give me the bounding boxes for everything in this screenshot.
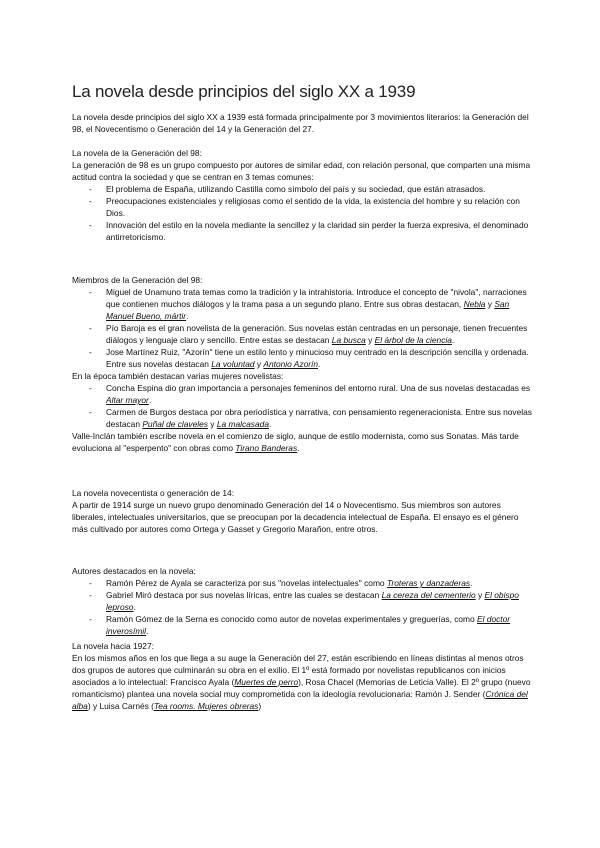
list-item: - Pío Baroja es el gran novelista de la generación. Sus novelas están centradas en un personaje, tienen frecuentes diálogos y lenguaje claro y sencillo. Entre estas se destacan La busca y El árbol de la ciencia.	[72, 322, 534, 346]
work-link[interactable]: Tirano Banderas	[235, 443, 298, 453]
list-item: - Ramón Gómez de la Serna es conocido como autor de novelas experimentales y greguerías, como El doctor inverosímil.	[72, 613, 534, 637]
list-item: - Ramón Pérez de Ayala se caracteriza por sus "novelas intelectuales" como Troteras y danzaderas.	[72, 577, 534, 589]
section-heading: La novela novecentista o generación de 14:	[72, 488, 235, 498]
work-link[interactable]: La busca	[331, 335, 366, 345]
list-item: - Miguel de Unamuno trata temas como la tradición y la intrahistoria. Introduce el concepto de "nivola", narraciones que contienen muchos diálogos y la trama pasa a un segundo plano. Entre sus obras destacan, Nebla y San Manuel Bueno, mártir.	[72, 286, 534, 322]
work-link[interactable]: Troteras y danzaderas	[386, 578, 471, 588]
intro-paragraph: La novela desde principios del siglo XX a 1939 está formada principalmente por 3 movimientos literarios: la Generación del 98, el Novecentismo o Generación del 14 y la Generación del 27.	[72, 112, 529, 134]
work-link[interactable]: El doctor inverosímil	[106, 614, 511, 636]
section-authors	[72, 565, 534, 637]
page-title: La novela desde principios del siglo XX a 1939	[72, 82, 416, 101]
work-link[interactable]: La cereza del cementerio	[381, 590, 476, 600]
work-link[interactable]: El árbol de la ciencia	[374, 335, 452, 345]
section-gen27	[72, 640, 534, 712]
work-link[interactable]: La malcasada	[216, 419, 269, 429]
authors-list	[72, 577, 534, 637]
section-heading: La novela hacia 1927:	[72, 641, 154, 651]
work-link[interactable]: San Manuel Bueno, mártir	[106, 299, 510, 321]
work-link[interactable]: Tea rooms. Mujeres obreras	[153, 701, 259, 711]
paragraph: En la época también destacan varias mujeres novelistas:	[72, 371, 284, 381]
section-heading: Autores destacados en la novela:	[72, 566, 196, 576]
section-heading: La novela de la Generación del 98:	[72, 148, 202, 158]
paragraph: A partir de 1914 surge un nuevo grupo denominado Generación del 14 o Novecentismo. Sus miembros son autores liberales, intelectuales universitarios, que se preocupan por la decadencia intelectual de España. El ensayo es el género más cultivado por autores como Ortega y Gasset y Gregorio Marañon, entre otros.	[72, 500, 519, 534]
work-link[interactable]: Altar mayor	[106, 395, 149, 405]
work-link[interactable]: El obispo leproso	[106, 590, 519, 612]
paragraph: En los mismos años en los que llega a su auge la Generación del 27, están escribiendo en líneas distintas al menos otros dos grupos de autores que culminarán su obra en el exilio. El 1º está formado por novelistas republicanos con inicios asociados a lo intelectual: Francisco Ayala (Muertes de perro), Rosa Chacel (Memorias de Leticia Valle). El 2º grupo (nuevo romanticismo) plantea una novela social muy comprometida con la ideología revolucionaria: Ramón J. Sender (Crónica del alba) y Luisa Carnés (Tea rooms. Mujeres obreras)	[72, 653, 531, 711]
work-link[interactable]: Puñal de claveles	[142, 419, 208, 429]
list-item: - Gabriel Miró destaca por sus novelas líricas, entre las cuales se destacan La cereza del cementerio y El obispo leproso.	[72, 589, 534, 613]
themes-list	[72, 183, 534, 243]
work-link[interactable]: La voluntad	[211, 359, 255, 369]
list-item: - Innovación del estilo en la novela mediante la sencillez y la claridad sin perder la fuerza expresiva, el denominado antirretoricismo.	[72, 219, 534, 243]
section-novecentismo	[72, 487, 534, 535]
members-list	[72, 286, 534, 370]
work-link[interactable]: Muertes de perro	[234, 677, 299, 687]
work-link[interactable]: Nebla	[463, 299, 486, 309]
list-item: - Preocupaciones existenciales y religiosas como el sentido de la vida, la existencia del hombre y su relación con Dios.	[72, 195, 534, 219]
women-list	[72, 382, 534, 430]
section-heading: Miembros de la Generación del 98:	[72, 275, 203, 285]
paragraph: La generación de 98 es un grupo compuesto por autores de similar edad, con relación personal, que comparten una misma actitud contra la sociedad y que se centran en 3 temas comunes:	[72, 160, 531, 182]
list-item: - El problema de España, utilizando Castilla como símbolo del país y su sociedad, que están atrasados.	[72, 183, 534, 195]
work-link[interactable]: Antonio Azorín	[263, 359, 319, 369]
list-item: - Concha Espina dio gran importancia a personajes femeninos del entorno rural. Una de sus novelas destacadas es Altar mayor.	[72, 382, 534, 406]
work-link[interactable]: Crónica del alba	[72, 689, 528, 711]
paragraph: Valle-Inclán también escribe novela en el comienzo de siglo, aunque de estilo modernista, como sus Sonatas. Más tarde evoluciona al "esperpento" con obras como Tirano Banderas.	[72, 431, 519, 453]
list-item: - Carmen de Burgos destaca por obra periodística y narrativa, con pensamiento regeneracionista. Entre sus novelas destacan Puñal de claveles y La malcasada.	[72, 406, 534, 430]
section-members	[72, 274, 534, 454]
section-gen98	[72, 147, 534, 243]
list-item: - Jose Martínez Ruiz, "Azorín" tiene un estilo lento y minucioso muy centrado en la descripción sencilla y ordenada. Entre sus novelas destacan La voluntad y Antonio Azorín.	[72, 346, 534, 370]
